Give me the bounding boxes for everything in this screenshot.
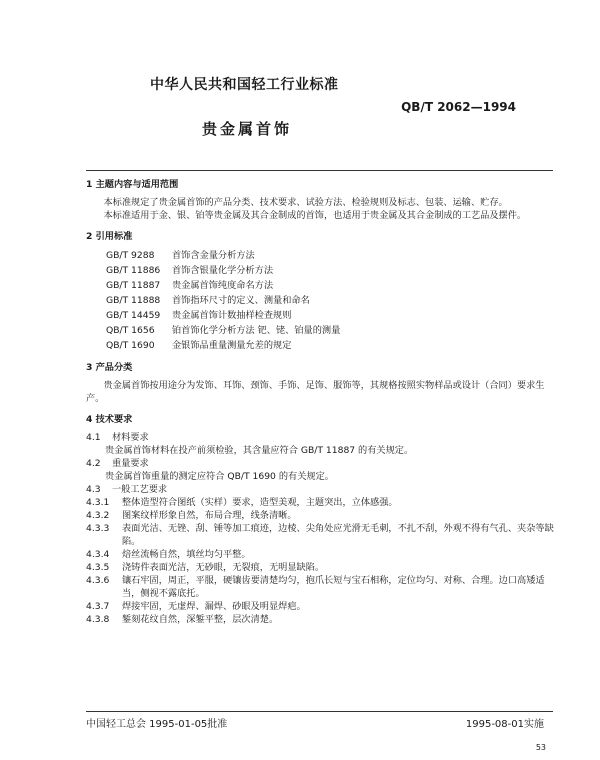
- reference-code: QB/T 1656: [106, 325, 155, 336]
- implementation-date: 1995-08-01实施: [465, 719, 544, 730]
- clause-item: [86, 509, 556, 522]
- clause-number: 4.3.4: [86, 549, 110, 560]
- clause-item: [86, 496, 556, 509]
- approval-line: 中国轻工总会 1995-01-05批准: [86, 719, 228, 730]
- clause-number: 4.3.1: [86, 497, 110, 508]
- section-3-paragraph-1: 贵金属首饰按用途分为发饰、耳饰、颈饰、手饰、足饰、服饰等，其规格按照实物样品或设计（合同）要求生产。: [86, 380, 545, 404]
- clause-number: 4.3: [86, 484, 101, 495]
- reference-code: GB/T 11887: [106, 280, 161, 291]
- reference-code: GB/T 11888: [106, 295, 161, 306]
- reference-list: [86, 248, 556, 353]
- header-divider: [86, 170, 553, 171]
- clause-number: 4.3.7: [86, 601, 110, 612]
- reference-item: [86, 278, 556, 293]
- reference-item: [86, 323, 556, 338]
- clause-text: 焙丝流畅自然，填丝均匀平整。: [122, 549, 251, 560]
- clause-number: 4.3.6: [86, 575, 110, 586]
- clause-4-3-heading: [86, 483, 556, 496]
- section-3-title: 3 产品分类: [86, 362, 133, 373]
- reference-item: [86, 338, 556, 353]
- reference-item: [86, 248, 556, 263]
- clause-number: 4.3.8: [86, 614, 110, 625]
- clause-number: 4.3.5: [86, 562, 110, 573]
- section-1-paragraph-1: 本标准规定了贵金属首饰的产品分类、技术要求、试验方法、检验规则及标志、包装、运输、贮存。: [103, 197, 508, 208]
- clause-item: [86, 600, 556, 613]
- standard-number: QB/T 2062—1994: [401, 100, 516, 114]
- clause-item: [86, 561, 556, 574]
- clause-text: 镶石牢固，周正，平服，硬镶齿要清楚均匀，抱爪长短与宝石相称，定位均匀、对称、合理。边口高矮适当，侧视不露底托。: [122, 575, 545, 599]
- reference-name: 铂首饰化学分析方法 钯、铑、铂量的测量: [172, 325, 341, 336]
- reference-item: [86, 263, 556, 278]
- clause-4-2-heading: [86, 457, 556, 470]
- reference-name: 首饰含银量化学分析方法: [172, 265, 274, 276]
- clause-number: 4.3.3: [86, 523, 110, 534]
- document-body: [86, 178, 556, 626]
- clause-item: [86, 548, 556, 561]
- clause-title: 重量要求: [112, 458, 149, 469]
- clause-number: 4.1: [86, 432, 101, 443]
- clause-title: 一般工艺要求: [112, 484, 168, 495]
- clause-text: 图案纹样形象自然，布局合理，线条清晰。: [122, 510, 297, 521]
- reference-name: 首饰指环尺寸的定义、测量和命名: [172, 295, 310, 306]
- reference-code: QB/T 1690: [106, 340, 155, 351]
- page-number: 53: [535, 743, 546, 752]
- clause-text: 焊接牢固，无虚焊、漏焊、砂眼及明显焊疤。: [122, 601, 306, 612]
- reference-item: [86, 308, 556, 323]
- reference-name: 贵金属首饰计数抽样检查规则: [172, 310, 292, 321]
- document-title: 贵金属首饰: [202, 120, 293, 138]
- clause-item: [86, 613, 556, 626]
- clause-text: 浇铸件表面光洁，无砂眼，无裂痕，无明显缺陷。: [122, 562, 325, 573]
- clause-4-1-heading: [86, 431, 556, 444]
- reference-name: 金银饰品重量测量允差的规定: [172, 340, 292, 351]
- reference-code: GB/T 14459: [106, 310, 161, 321]
- clause-text: 整体造型符合图纸（实样）要求，造型美观，主题突出，立体感强。: [122, 497, 398, 508]
- section-4-title: 4 技术要求: [86, 414, 133, 425]
- footer-divider: [86, 711, 553, 712]
- reference-code: GB/T 11886: [106, 265, 161, 276]
- reference-name: 首饰含金量分析方法: [172, 250, 255, 261]
- clause-title: 材料要求: [112, 432, 149, 443]
- clause-number: 4.3.2: [86, 510, 110, 521]
- section-1-paragraph-2: 本标准适用于金、银、铂等贵金属及其合金制成的首饰，也适用于贵金属及其合金制成的工艺品及摆件。: [103, 210, 527, 221]
- section-1-title: 1 主题内容与适用范围: [86, 179, 179, 190]
- reference-code: GB/T 9288: [106, 250, 155, 261]
- clause-4-2-body: 贵金属首饰重量的测定应符合 QB/T 1690 的有关规定。: [105, 471, 334, 482]
- clause-text: 表面光洁、无锉、刮、锤等加工痕迹，边棱、尖角处应光滑无毛刺，不扎不刮，外观不得有气孔、夹杂等缺陷。: [122, 523, 554, 547]
- clause-text: 錾刻花纹自然，深錾平整，层次清楚。: [122, 614, 279, 625]
- clause-item: [86, 574, 556, 600]
- clause-item: [86, 522, 556, 548]
- org-title: 中华人民共和国轻工行业标准: [150, 77, 339, 93]
- section-2-title: 2 引用标准: [86, 231, 133, 242]
- clause-4-1-body: 贵金属首饰材料在投产前须检验，其含量应符合 GB/T 11887 的有关规定。: [105, 445, 414, 456]
- reference-name: 贵金属首饰纯度命名方法: [172, 280, 274, 291]
- reference-item: [86, 293, 556, 308]
- clause-number: 4.2: [86, 458, 101, 469]
